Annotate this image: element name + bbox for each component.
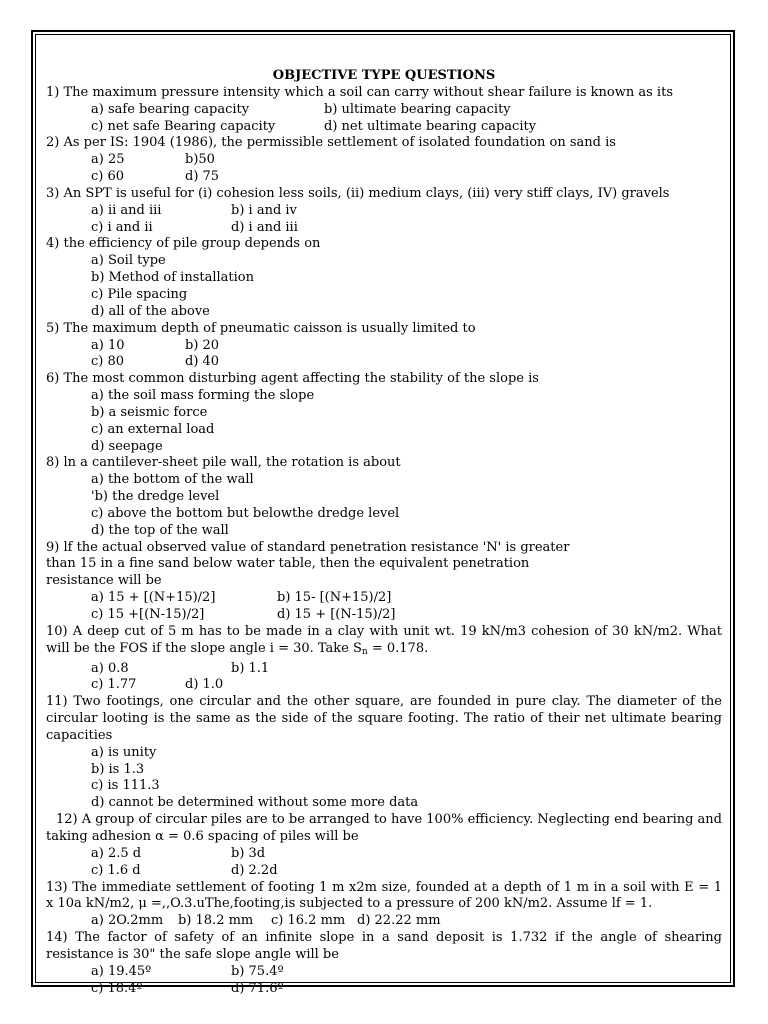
option-b: b) ultimate bearing capacity	[324, 101, 511, 117]
question-8: 8) ln a cantilever-sheet pile wall, the rotation is about	[46, 455, 401, 471]
question-sheet	[46, 68, 722, 997]
option-d: d) 22.22 mm	[357, 913, 441, 929]
option-d: d) 15 + [(N-15)/2]	[277, 607, 396, 622]
option-b: b) a seismic force	[91, 404, 208, 420]
question-12: 12) A group of circular piles are to be arranged to have 100% efficiency. Neglecting end bearing and taking adhesion α = 0.6 spacing of piles will be	[46, 812, 723, 844]
option-c: c) net safe Bearing capacity	[91, 118, 276, 134]
question-9-line-1: 9) lf the actual observed value of standard penetration resistance 'N' is greater	[46, 539, 570, 555]
option-c: c) above the bottom but belowthe dredge level	[91, 505, 400, 521]
question-3-options-row-1	[46, 203, 722, 220]
option-a: a) 25	[91, 152, 125, 168]
option-a: a) 2.5 d	[91, 845, 142, 861]
option-b: b)50	[185, 152, 215, 168]
question-12-options-row-2	[46, 863, 722, 880]
question-11: 11) Two footings, one circular and the other square, are founded in pure clay. The diameter of the circular looting is the same as the side of the square footing. The ratio of their net ultimate bearing capacities	[46, 694, 722, 743]
option-a: a) safe bearing capacity	[91, 101, 250, 117]
page-title: OBJECTIVE TYPE QUESTIONS	[272, 68, 496, 83]
option-b: b) Method of installation	[91, 270, 255, 286]
option-a: a) the soil mass forming the slope	[91, 388, 315, 404]
question-6: 6) The most common disturbing agent affecting the stability of the slope is	[46, 371, 539, 387]
option-d: d) 71.6º	[231, 980, 284, 996]
question-10-text: 10) A deep cut of 5 m has to be made in a clay with unit wt. 19 kN/m3 cohesion of 30 kN/m2. What will be the FOS if the slope angle i = 30. Take S	[46, 623, 722, 656]
option-b: b) 15- [(N+15)/2]	[277, 590, 392, 606]
question-9-options-row-1	[46, 590, 722, 607]
option-c: c) 60	[91, 169, 125, 185]
option-c: c) 15 +[(N-15)/2]	[91, 607, 205, 622]
question-10-options-row-2	[46, 677, 722, 694]
question-9-line-3: resistance will be	[46, 573, 162, 589]
question-2-options-row-2	[46, 169, 722, 186]
option-d: d) 1.0	[185, 677, 224, 693]
question-14-options-row-2	[46, 981, 722, 998]
question-1: 1) The maximum pressure intensity which a soil can carry without shear failure is known as its	[46, 84, 673, 100]
option-c: c) 16.2 mm	[271, 913, 346, 929]
option-c: c) i and ii	[91, 219, 153, 235]
option-b: b) 18.2 mm	[178, 913, 254, 929]
question-2: 2) As per IS: 1904 (1986), the permissible settlement of isolated foundation on sand is	[46, 135, 616, 151]
option-b: 'b) the dredge level	[91, 489, 220, 505]
question-5-options-row-1	[46, 338, 722, 355]
option-d: d) 2.2d	[231, 862, 278, 878]
option-b: b) i and iv	[231, 202, 297, 218]
question-13: 13) The immediate settlement of footing 1 m x2m size, founded at a depth of 1 m in a soil with E = 1 x 10a kN/m2, μ =,,O.3.uThe,footing,is subjected to a pressure of 200 kN/m2. Assume lf = 1.	[46, 879, 722, 912]
option-a: a) 2O.2mm	[91, 913, 164, 929]
option-a: a) 10	[91, 337, 125, 353]
option-d: d) seepage	[91, 438, 163, 454]
option-d: d) cannot be determined without some more data	[91, 795, 419, 811]
option-d: d) i and iii	[231, 219, 298, 235]
option-d: d) 75	[185, 169, 220, 185]
question-9-line-2: than 15 in a fine sand below water table, then the equivalent penetration	[46, 556, 530, 572]
question-3: 3) An SPT is useful for (i) cohesion less soils, (ii) medium clays, (iii) very stiff clays, IV) gravels	[46, 185, 670, 201]
question-14: 14) The factor of safety of an infinite slope in a sand deposit is 1.732 if the angle of shearing resistance is 30" the safe slope angle will be	[46, 930, 722, 962]
option-c: c) is 111.3	[91, 778, 160, 794]
option-c: c) 1.6 d	[91, 862, 141, 878]
question-1-options-row-1	[46, 102, 722, 119]
question-10-text-end: = 0.178.	[367, 640, 429, 656]
option-b: b) 75.4º	[231, 963, 284, 979]
question-10	[46, 624, 722, 661]
question-10-options-row-1	[46, 661, 722, 678]
option-a: a) is unity	[91, 744, 157, 760]
option-c: c) an external load	[91, 421, 215, 437]
option-a: a) ii and iii	[91, 202, 162, 218]
option-a: a) 19.45º	[91, 963, 152, 979]
question-1-options-row-2	[46, 119, 722, 136]
option-d: d) net ultimate bearing capacity	[324, 118, 537, 134]
question-5-options-row-2	[46, 354, 722, 371]
option-b: b) 1.1	[231, 660, 270, 676]
option-b: b) 20	[185, 337, 220, 353]
question-4: 4) the efficiency of pile group depends on	[46, 236, 321, 252]
option-b: b) 3d	[231, 845, 266, 861]
question-13-options-row	[46, 913, 722, 930]
option-a: a) 15 + [(N+15)/2]	[91, 590, 216, 606]
option-d: d) 40	[185, 354, 220, 370]
option-d: d) all of the above	[91, 303, 210, 319]
question-14-options-row-1	[46, 964, 722, 981]
option-a: a) Soil type	[91, 253, 166, 269]
question-3-options-row-2	[46, 220, 722, 237]
option-d: d) the top of the wall	[91, 522, 229, 538]
option-b: b) is 1.3	[91, 761, 145, 777]
question-12-options-row-1	[46, 846, 722, 863]
question-5: 5) The maximum depth of pneumatic caisson is usually limited to	[46, 320, 476, 336]
question-10-subscript: n	[361, 646, 368, 657]
option-c: c) 18.4º	[91, 980, 143, 996]
question-2-options-row-1	[46, 152, 722, 169]
option-a: a) the bottom of the wall	[91, 472, 254, 488]
option-c: c) Pile spacing	[91, 286, 188, 302]
option-c: c) 80	[91, 354, 125, 370]
question-9-options-row-2	[46, 607, 722, 624]
option-a: a) 0.8	[91, 660, 129, 676]
option-c: c) 1.77	[91, 677, 137, 693]
